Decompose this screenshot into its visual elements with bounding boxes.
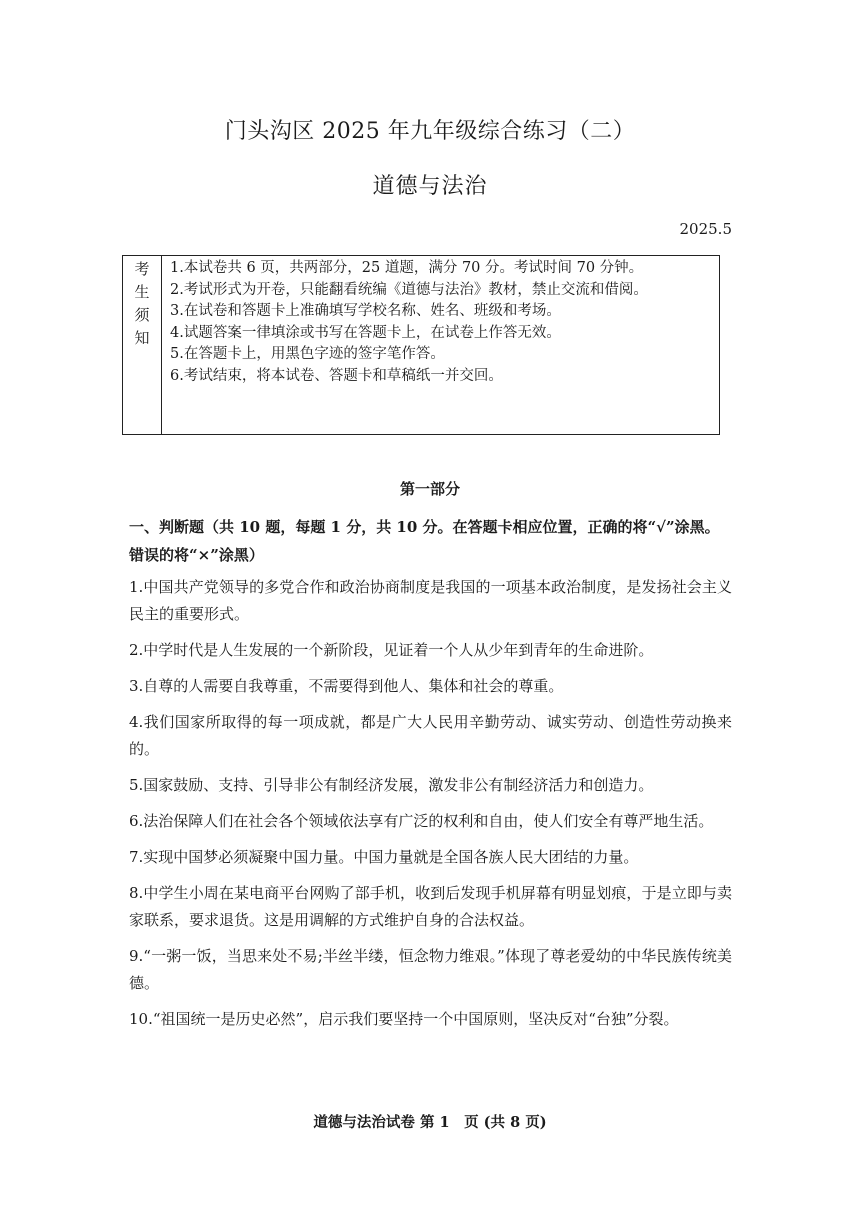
subject-title: 道德与法治 (372, 174, 488, 199)
notice-item: 6.考试结束，将本试卷、答题卡和草稿纸一并交回。 (170, 367, 503, 384)
question-item: 2.中学时代是人生发展的一个新阶段，见证着一个人从少年到青年的生命进阶。 (129, 641, 654, 659)
question-item: 5.国家鼓励、支持、引导非公有制经济发展，激发非公有制经济活力和创造力。 (129, 776, 654, 794)
exam-date: 2025.5 (679, 220, 732, 238)
question-item: 8.中学生小周在某电商平台网购了部手机，收到后发现手机屏幕有明显划痕，于是立即与卖家联系，要求退货。这是用调解的方式维护自身的合法权益。 (129, 884, 732, 929)
part-heading: 第一部分 (399, 480, 460, 498)
candidate-notice-box (122, 255, 720, 435)
page-footer: 道德与法治试卷 第 1 页 (共 8 页) (313, 1114, 547, 1131)
question-item: 7.实现中国梦必须凝聚中国力量。中国力量就是全国各族人民大团结的力量。 (129, 848, 639, 866)
question-item: 10.“祖国统一是历史必然”，启示我们要坚持一个中国原则，坚决反对“台独”分裂。 (129, 1010, 679, 1028)
notice-label-char: 考 (134, 260, 150, 278)
notice-item: 2.考试形式为开卷，只能翻看统编《道德与法治》教材，禁止交流和借阅。 (170, 281, 648, 298)
notice-label-char: 生 (134, 283, 150, 301)
question-item: 3.自尊的人需要自我尊重，不需要得到他人、集体和社会的尊重。 (129, 677, 564, 695)
question-item: 1.中国共产党领导的多党合作和政治协商制度是我国的一项基本政治制度，是发扬社会主义民主的重要形式。 (129, 578, 732, 623)
notice-label (123, 256, 162, 434)
notice-items (162, 256, 719, 434)
notice-item: 5.在答题卡上，用黑色字迹的签字笔作答。 (170, 346, 445, 362)
section-heading: 一、判断题（共 10 题，每题 1 分，共 10 分。在答题卡相应位置，正确的将“√”涂黑。错误的将“×”涂黑） (129, 518, 720, 564)
question-list (129, 574, 732, 1042)
notice-item: 3.在试卷和答题卡上准确填写学校名称、姓名、班级和考场。 (170, 303, 561, 319)
notice-label-char: 知 (134, 329, 150, 347)
question-item: 4.我们国家所取得的每一项成就，都是广大人民用辛勤劳动、诚实劳动、创造性劳动换来的。 (129, 713, 732, 758)
notice-item: 4.试题答案一律填涂或书写在答题卡上，在试卷上作答无效。 (170, 324, 561, 341)
exam-title: 门头沟区 2025 年九年级综合练习（二） (224, 119, 636, 144)
question-item: 9.“一粥一饭，当思来处不易;半丝半缕，恒念物力维艰。”体现了尊老爱幼的中华民族传统美德。 (129, 947, 732, 992)
notice-item: 1.本试卷共 6 页，共两部分，25 道题，满分 70 分。考试时间 70 分钟。 (170, 260, 644, 276)
question-item: 6.法治保障人们在社会各个领域依法享有广泛的权利和自由，使人们安全有尊严地生活。 (129, 812, 714, 830)
notice-label-char: 须 (134, 306, 150, 324)
